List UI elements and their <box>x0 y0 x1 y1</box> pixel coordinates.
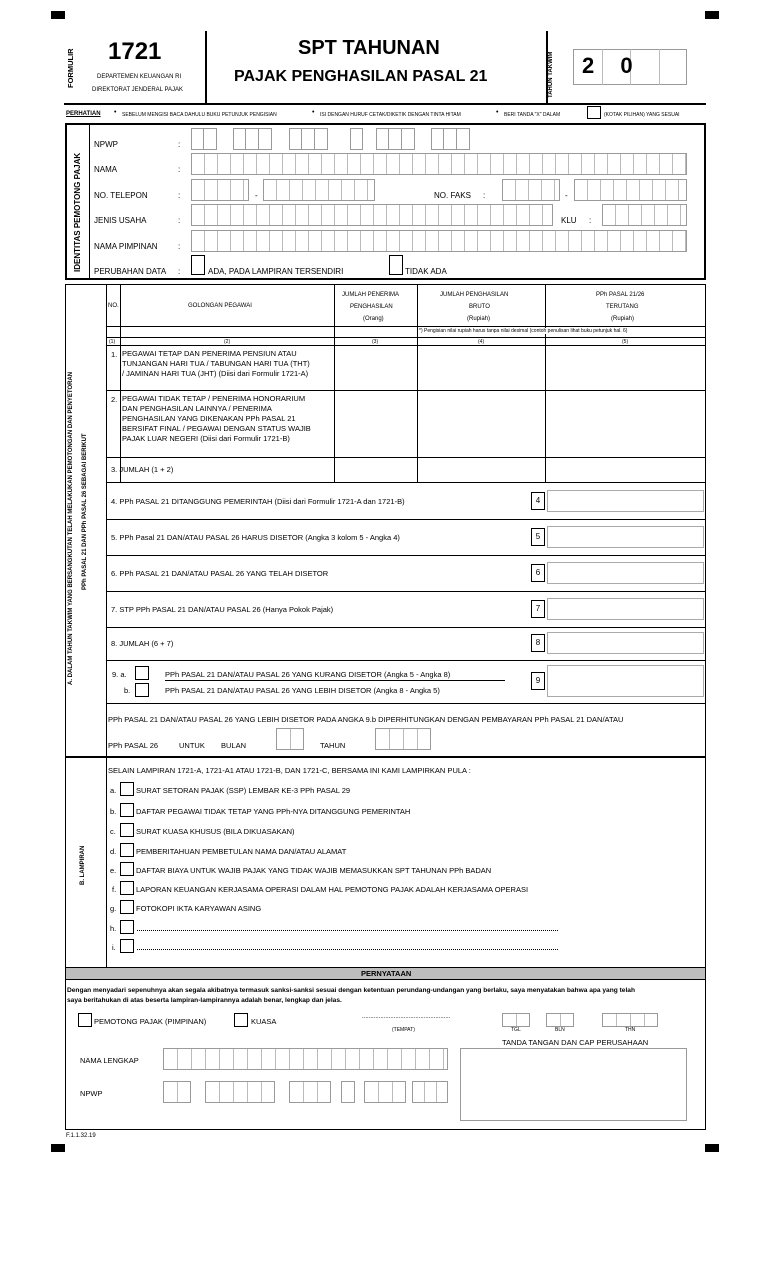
section-a-side-label-2: PPh PASAL 21 DAN PPh PASAL 26 SEBAGAI BERIKUT <box>82 433 88 590</box>
pimpinan-label: NAMA PIMPINAN <box>94 242 158 251</box>
jenis-usaha-label: JENIS USAHA <box>94 216 147 225</box>
bln-field[interactable] <box>546 1013 574 1027</box>
year-prefix: 2 0 <box>582 53 643 78</box>
lampiran-g-checkbox[interactable] <box>120 900 134 914</box>
lampiran-a-checkbox[interactable] <box>120 782 134 796</box>
pimpinan-field[interactable] <box>191 230 687 252</box>
perhatian-label: PERHATIAN <box>66 111 101 117</box>
nama-lengkap-label: NAMA LENGKAP <box>80 1056 139 1065</box>
pemotong-checkbox[interactable] <box>78 1013 92 1027</box>
telepon-label: NO. TELEPON <box>94 191 148 200</box>
formulir-label: FORMULIR <box>66 48 75 88</box>
pernyataan-text-1: Dengan menyadari sepenuhnya akan segala akibatnya termasuk sanksi-sanksi sesuai dengan ketentuan perundang-undangan yang berlaku, saya menyatakan bahwa apa yang telah <box>67 987 635 994</box>
kuasa-label: KUASA <box>251 1017 277 1026</box>
telepon-field[interactable] <box>263 179 375 201</box>
tahun-field[interactable] <box>375 728 431 750</box>
nama-field[interactable] <box>191 153 687 175</box>
npwp-sign-field[interactable] <box>163 1081 191 1103</box>
row2-line-4: BERSIFAT FINAL / PEGAWAI DENGAN STATUS WAJIB <box>122 424 311 433</box>
lampiran-e-checkbox[interactable] <box>120 862 134 876</box>
lampiran-f-checkbox[interactable] <box>120 881 134 895</box>
row9b-checkbox[interactable] <box>135 683 149 697</box>
lampiran-c-label: SURAT KUASA KHUSUS (BILA DIKUASAKAN) <box>136 827 295 836</box>
tempat-line[interactable]: ..................................................... <box>362 1014 451 1020</box>
faks-area-field[interactable] <box>502 179 560 201</box>
row6-label: 6. PPh PASAL 21 DAN/ATAU PASAL 26 YANG TELAH DISETOR <box>111 569 329 578</box>
klu-label: KLU <box>561 216 577 225</box>
pernyataan-text-2: saya beritahukan di atas beserta lampiran-lampirannya adalah benar, lengkap dan jelas. <box>67 997 342 1004</box>
lampiran-b-checkbox[interactable] <box>120 803 134 817</box>
telepon-area-field[interactable] <box>191 179 249 201</box>
perhatian-item-4: (KOTAK PILIHAN) YANG SESUAI <box>604 112 680 118</box>
lampiran-intro: SELAIN LAMPIRAN 1721-A, 1721-A1 ATAU 1721-B, DAN 1721-C, BERSAMA INI KAMI LAMPIRKAN PULA : <box>108 766 471 775</box>
signature-box[interactable] <box>460 1048 687 1121</box>
bulan-field[interactable] <box>276 728 304 750</box>
klu-field[interactable] <box>602 204 687 226</box>
faks-label: NO. FAKS <box>434 191 471 200</box>
npwp-sign-label: NPWP <box>80 1089 103 1098</box>
ttd-label: TANDA TANGAN DAN CAP PERUSAHAAN <box>502 1038 649 1047</box>
lampiran-a-label: SURAT SETORAN PAJAK (SSP) LEMBAR KE-3 PPh PASAL 29 <box>136 786 351 795</box>
pernyataan-title: PERNYATAAN <box>361 969 412 978</box>
row3-label: 3. JUMLAH (1 + 2) <box>111 465 174 474</box>
value-field-9[interactable] <box>547 665 704 697</box>
lampiran-h-line[interactable] <box>137 930 558 931</box>
lampiran-d-checkbox[interactable] <box>120 843 134 857</box>
faks-field[interactable] <box>574 179 687 201</box>
registration-mark <box>705 11 719 19</box>
form-number: 1721 <box>108 38 162 65</box>
row2-line-2: DAN PENGHASILAN LAINNYA / PENERIMA <box>122 404 272 413</box>
example-checkbox <box>587 106 601 119</box>
pemotong-label: PEMOTONG PAJAK (PIMPINAN) <box>94 1017 207 1026</box>
row2-line-5: PAJAK LUAR NEGERI (Diisi dari Formulir 1721-B) <box>122 434 290 443</box>
row9b-label: PPh PASAL 21 DAN/ATAU PASAL 26 YANG LEBIH DISETOR (Angka 8 - Angka 5) <box>165 686 440 695</box>
row2-line-1: PEGAWAI TIDAK TETAP / PENERIMA HONORARIUM <box>122 394 306 403</box>
nama-lengkap-field[interactable] <box>163 1048 448 1070</box>
col-no: NO. <box>108 303 119 309</box>
lampiran-f-label: LAPORAN KEUANGAN KERJASAMA OPERASI DALAM HAL PEMOTONG PAJAK ADALAH KERJASAMA OPERASI <box>136 885 529 894</box>
row8-label: 8. JUMLAH (6 + 7) <box>111 639 174 648</box>
row9a-label: PPh PASAL 21 DAN/ATAU PASAL 26 YANG KURANG DISETOR (Angka 5 - Angka 8) <box>165 670 451 679</box>
npwp-field[interactable] <box>191 128 217 150</box>
value-field-8[interactable] <box>547 632 704 654</box>
lampiran-h-checkbox[interactable] <box>120 920 134 934</box>
value-field-5[interactable] <box>547 526 704 548</box>
lampiran-d-label: PEMBERITAHUAN PEMBETULAN NAMA DAN/ATAU ALAMAT <box>136 847 347 856</box>
tidak-ada-checkbox[interactable] <box>389 255 403 275</box>
registration-mark <box>51 11 65 19</box>
row2-line-3: PENGHASILAN YANG DIKENAKAN PPh PASAL 21 <box>122 414 296 423</box>
nama-label: NAMA <box>94 165 118 174</box>
lebih-disetor-note: PPh PASAL 21 DAN/ATAU PASAL 26 YANG LEBIH DISETOR PADA ANGKA 9.b DIPERHITUNGKAN DENGAN PEMBAYARAN PPh PASAL 21 DAN/ATAU <box>108 715 624 724</box>
row1-line-3: / JAMINAN HARI TUA (JHT) (Diisi dari Formulir 1721-A) <box>122 369 309 378</box>
row4-label: 4. PPh PASAL 21 DITANGGUNG PEMERINTAH (Diisi dari Formulir 1721-A dan 1721-B) <box>111 497 405 506</box>
page-title: SPT TAHUNAN <box>298 37 440 59</box>
npwp-label: NPWP <box>94 140 118 149</box>
tgl-field[interactable] <box>502 1013 530 1027</box>
rupiah-note: *) Pengisian nilai rupiah harus tanpa nilai desimal (contoh penulisan lihat buku petunjuk hal. 6) <box>419 328 628 334</box>
row7-label: 7. STP PPh PASAL 21 DAN/ATAU PASAL 26 (Hanya Pokok Pajak) <box>111 605 334 614</box>
identitas-side-label: IDENTITAS PEMOTONG PAJAK <box>73 152 82 272</box>
registration-mark <box>705 1144 719 1152</box>
row5-label: 5. PPh Pasal 21 DAN/ATAU PASAL 26 HARUS DISETOR (Angka 3 kolom 5 - Angka 4) <box>111 533 400 542</box>
row9a-checkbox[interactable] <box>135 666 149 680</box>
lampiran-i-line[interactable] <box>137 949 558 950</box>
tahun-takwim-label: TAHUN TAKWIM <box>548 51 554 98</box>
value-field-7[interactable] <box>547 598 704 620</box>
dept-line-2: DIREKTORAT JENDERAL PAJAK <box>92 87 184 93</box>
form-code: F.1.1.32.19 <box>66 1133 96 1139</box>
lampiran-e-label: DAFTAR BIAYA UNTUK WAJIB PAJAK YANG TIDAK WAJIB MEMASUKKAN SPT TAHUNAN PPh BADAN <box>136 866 492 875</box>
page-subtitle: PAJAK PENGHASILAN PASAL 21 <box>234 68 488 85</box>
lampiran-c-checkbox[interactable] <box>120 823 134 837</box>
row1-line-2: TUNJANGAN HARI TUA / TABUNGAN HARI TUA (THT) <box>122 359 310 368</box>
section-b-side-label: B. LAMPIRAN <box>80 845 86 885</box>
dept-line-1: DEPARTEMEN KEUANGAN RI <box>97 74 182 80</box>
ada-checkbox[interactable] <box>191 255 205 275</box>
perhatian-item-2: ISI DENGAN HURUF CETAK/DIKETIK DENGAN TINTA HITAM <box>320 112 461 118</box>
value-field-4[interactable] <box>547 490 704 512</box>
row1-line-1: PEGAWAI TETAP DAN PENERIMA PENSIUN ATAU <box>122 349 297 358</box>
lampiran-g-label: FOTOKOPI IKTA KARYAWAN ASING <box>136 904 262 913</box>
kuasa-checkbox[interactable] <box>234 1013 248 1027</box>
lampiran-b-label: DAFTAR PEGAWAI TIDAK TETAP YANG PPh-NYA DITANGGUNG PEMERINTAH <box>136 807 411 816</box>
perubahan-label: PERUBAHAN DATA <box>94 267 167 276</box>
lampiran-i-checkbox[interactable] <box>120 939 134 953</box>
perhatian-item-1: SEBELUM MENGISI BACA DAHULU BUKU PETUNJUK PENGISIAN <box>122 112 277 118</box>
col-golongan: GOLONGAN PEGAWAI <box>188 303 252 309</box>
thn-field[interactable] <box>602 1013 658 1027</box>
value-field-6[interactable] <box>547 562 704 584</box>
jenis-usaha-field[interactable] <box>191 204 553 226</box>
perhatian-item-3: BERI TANDA "X" DALAM <box>504 112 561 118</box>
section-a-side-label-1: A. DALAM TAHUN TAKWIM YANG BERSANGKUTAN TELAH MELAKUKAN PEMOTONGAN DAN PENYETORAN <box>68 371 74 685</box>
tidak-ada-label: TIDAK ADA <box>405 267 447 276</box>
ada-label: ADA, PADA LAMPIRAN TERSENDIRI <box>208 267 344 276</box>
registration-mark <box>51 1144 65 1152</box>
